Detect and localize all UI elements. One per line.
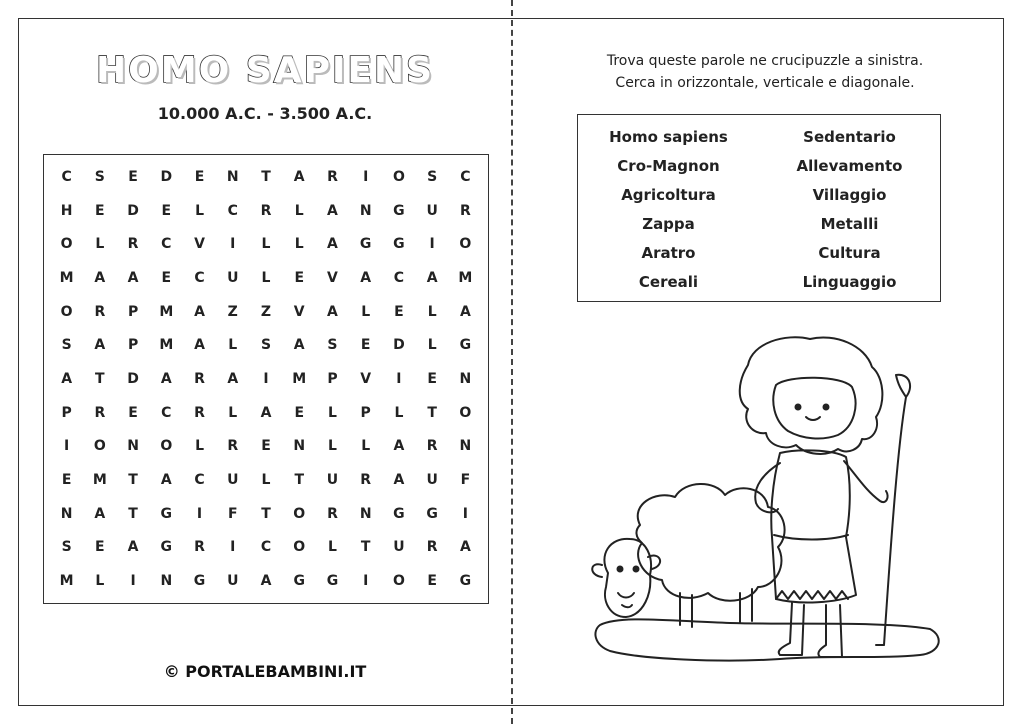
grid-cell: A [127,539,139,556]
period-subtitle: 10.000 A.C. - 3.500 A.C. [157,104,373,123]
grid-cell: C [260,539,272,556]
grid-cell: R [94,404,106,421]
grid-cell: T [95,370,105,387]
word-search-grid [43,154,489,604]
grid-cell: L [427,303,437,320]
grid-cell: C [393,269,405,286]
grid-cell: O [459,236,472,253]
grid-cell: L [195,202,204,219]
grid-cell: G [160,505,173,522]
grid-cell: R [94,303,106,320]
caveman-mouth [806,417,820,420]
grid-cell: V [293,303,305,320]
grid-cell: N [160,573,173,590]
grid-cell: E [394,303,404,320]
tunic-belt [774,535,848,540]
instructions [540,50,990,94]
grid-cell: D [160,168,173,185]
word-list-item: Cereali [638,273,699,291]
grid-cell: T [128,505,138,522]
word-list-item: Zappa [642,215,695,233]
sheep-eye [618,567,623,572]
grid-cell: M [292,370,307,387]
grid-cell: L [261,269,271,286]
grid-cell: R [426,539,438,556]
grid-cell: S [427,168,438,185]
grid-cell: C [460,168,471,185]
caveman-hair [740,337,883,454]
grid-cell: A [194,303,205,320]
grid-cell: U [227,269,239,286]
grid-cell: G [393,236,405,253]
grid-cell: N [293,438,306,455]
grid-cell: N [459,438,472,455]
tunic-hem [776,591,848,599]
grid-cell: M [159,303,174,320]
grid-cell: L [361,438,371,455]
sheep-head [604,539,651,617]
grid-cell: A [260,573,272,590]
grid-cell: R [426,438,438,455]
sheep-body [636,484,784,601]
word-list-item: Sedentario [803,128,896,146]
grid-cell: C [227,202,238,219]
grid-cell: L [294,236,304,253]
grid-cell: T [360,539,371,556]
caveman-eye [824,405,829,410]
grid-cell: E [161,269,172,286]
grid-cell: T [261,505,271,522]
grid-cell: V [360,370,372,387]
grid-cell: I [196,505,203,522]
grid-cell: S [260,337,272,354]
grid-cell: I [230,236,236,253]
grid-cell: A [160,472,172,489]
grid-cell: O [60,303,73,320]
grid-cell: G [193,573,206,590]
grid-cell: R [260,202,272,219]
grid-cell: L [394,404,404,421]
word-list-item: Metalli [820,215,879,233]
grid-cell: A [94,337,106,354]
grid-cell: U [426,472,438,489]
grid-cell: G [359,236,372,253]
grid-cell: A [61,370,73,387]
word-list-item: Allevamento [796,157,903,175]
grid-cell: O [392,168,405,185]
grid-cell: S [61,337,72,354]
caveman-leg [779,603,804,655]
grid-cell: E [161,202,172,219]
grid-cell: E [61,472,72,489]
grid-cell: H [60,202,73,219]
grid-cell: I [230,539,236,556]
credit-footer: © PORTALEBAMBINI.IT [163,662,367,681]
grid-cell: A [160,370,172,387]
grid-cell: P [327,370,338,387]
fold-line [511,0,513,724]
word-list-item: Linguaggio [802,273,897,291]
word-list-item: Agricoltura [621,186,716,204]
grid-cell: U [326,472,339,489]
grid-cell: V [194,236,205,253]
grid-cell: R [327,505,338,522]
word-list-right [759,123,940,301]
grid-cell: G [393,202,405,219]
word-list-left [578,123,759,301]
grid-cell: R [227,438,239,455]
grid-cell: A [94,505,106,522]
grid-cell: N [226,168,239,185]
grid-cell: N [127,438,139,455]
grid-cell: L [261,236,271,253]
grid-cell: G [459,337,472,354]
walking-staff [876,375,910,645]
grid-cell: F [227,505,238,522]
grid-cell: F [460,472,471,489]
grid-cell: A [459,539,471,556]
grid-cell: O [293,505,306,522]
word-list-item: Cro-Magnon [617,157,720,175]
grid-cell: L [95,573,105,590]
grid-cell: I [64,438,70,455]
grid-cell: I [396,370,402,387]
caveman-eye [796,405,801,410]
grid-cell: U [227,573,239,590]
grid-cell: P [127,303,139,320]
grid-cell: P [61,404,72,421]
grid-cell: L [195,438,204,455]
grid-cell: R [194,404,205,421]
grid-cell: C [194,269,205,286]
grid-cell: R [327,168,338,185]
grid-cell: E [95,539,105,556]
grid-cell: A [327,303,338,320]
grid-cell: U [393,539,405,556]
grid-cell: G [393,505,405,522]
grid-cell: M [59,269,74,286]
grid-cell: I [263,370,269,387]
grid-cell: O [160,438,173,455]
grid-cell: T [294,472,304,489]
caveman-leg [818,605,842,657]
grid-cell: D [393,337,405,354]
grid-cell: E [294,269,305,286]
grid-cell: A [360,269,372,286]
grid-cell: G [459,573,472,590]
grid-cell: O [60,236,73,253]
grid-cell: R [360,472,372,489]
grid-cell: A [426,269,438,286]
page-title: HOMO SAPIENS [96,50,434,91]
grid-cell: E [360,337,371,354]
grid-cell: M [59,573,74,590]
grid-cell: M [159,337,174,354]
grid-cell: G [160,539,173,556]
instructions-line-1: Trova queste parole ne crucipuzzle a sinistra. [606,53,924,69]
grid-cell: A [293,337,305,354]
grid-cell: I [429,236,435,253]
grid-cell: A [94,269,106,286]
grid-cell: A [194,337,205,354]
grid-cell: R [194,539,205,556]
grid-cell: A [393,472,405,489]
grid-cell: L [361,303,371,320]
sheep-eye [634,567,639,572]
grid-cell: L [327,438,337,455]
grid-cell: L [95,236,105,253]
grid-cell: E [294,404,305,421]
grid-cell: L [327,404,337,421]
grid-cell: O [392,573,405,590]
caveman-and-sheep-illustration [580,325,960,695]
grid-cell: R [127,236,139,253]
grid-cell: L [228,404,238,421]
grid-cell: I [363,168,369,185]
grid-cell: O [459,404,472,421]
grid-cell: D [127,370,139,387]
ground-patch [595,619,938,660]
grid-cell: T [427,404,437,421]
sheep-nose [618,593,634,607]
grid-cell: I [130,573,136,590]
grid-cell: R [459,202,471,219]
grid-cell: O [293,539,306,556]
grid-cell: P [360,404,371,421]
grid-cell: U [227,472,239,489]
grid-cell: N [459,370,472,387]
grid-cell: L [261,472,271,489]
word-list-item: Cultura [818,244,881,262]
grid-cell: C [161,236,172,253]
grid-cell: S [94,168,105,185]
grid-cell: C [194,472,205,489]
grid-cell: S [327,337,338,354]
grid-cell: L [228,337,238,354]
grid-cell: I [363,573,369,590]
grid-cell: T [261,168,271,185]
grid-cell: A [327,236,338,253]
grid-cell: A [127,269,139,286]
caveman-face [773,378,855,439]
word-list-item: Homo sapiens [609,128,728,146]
grid-cell: V [327,269,338,286]
grid-cell: D [127,202,139,219]
grid-cell: G [426,505,438,522]
grid-cell: R [194,370,205,387]
grid-cell: E [95,202,105,219]
grid-cell: A [260,404,272,421]
word-list-box [577,114,941,302]
grid-cell: A [393,438,405,455]
grid-cell: O [93,438,106,455]
grid-cell: L [427,337,437,354]
grid-cell: L [294,202,304,219]
grid-cell: A [293,168,305,185]
grid-cell: E [194,168,205,185]
grid-cell: M [458,269,473,286]
grid-cell: Z [260,303,272,320]
word-list-item: Villaggio [812,186,887,204]
grid-cell: T [128,472,138,489]
grid-cell: U [426,202,438,219]
grid-cell: M [92,472,107,489]
grid-cell: E [261,438,271,455]
grid-cell: C [61,168,72,185]
grid-cell: Z [227,303,238,320]
grid-cell: A [459,303,471,320]
grid-cell: L [327,539,337,556]
grid-cell: N [359,202,372,219]
grid-cell: G [293,573,305,590]
grid-cell: A [227,370,239,387]
grid-cell: C [161,404,172,421]
instructions-line-2: Cerca in orizzontale, verticale e diagonale. [615,75,915,91]
grid-cell: E [427,370,437,387]
grid-cell: G [326,573,339,590]
grid-cell: E [427,573,437,590]
grid-cell: N [60,505,73,522]
grid-cell: I [462,505,468,522]
grid-cell: E [128,404,138,421]
grid-cell: A [327,202,338,219]
grid-cell: N [359,505,372,522]
grid-cell: S [61,539,72,556]
word-list-item: Aratro [641,244,696,262]
grid-cell: E [128,168,138,185]
grid-cell: P [127,337,139,354]
